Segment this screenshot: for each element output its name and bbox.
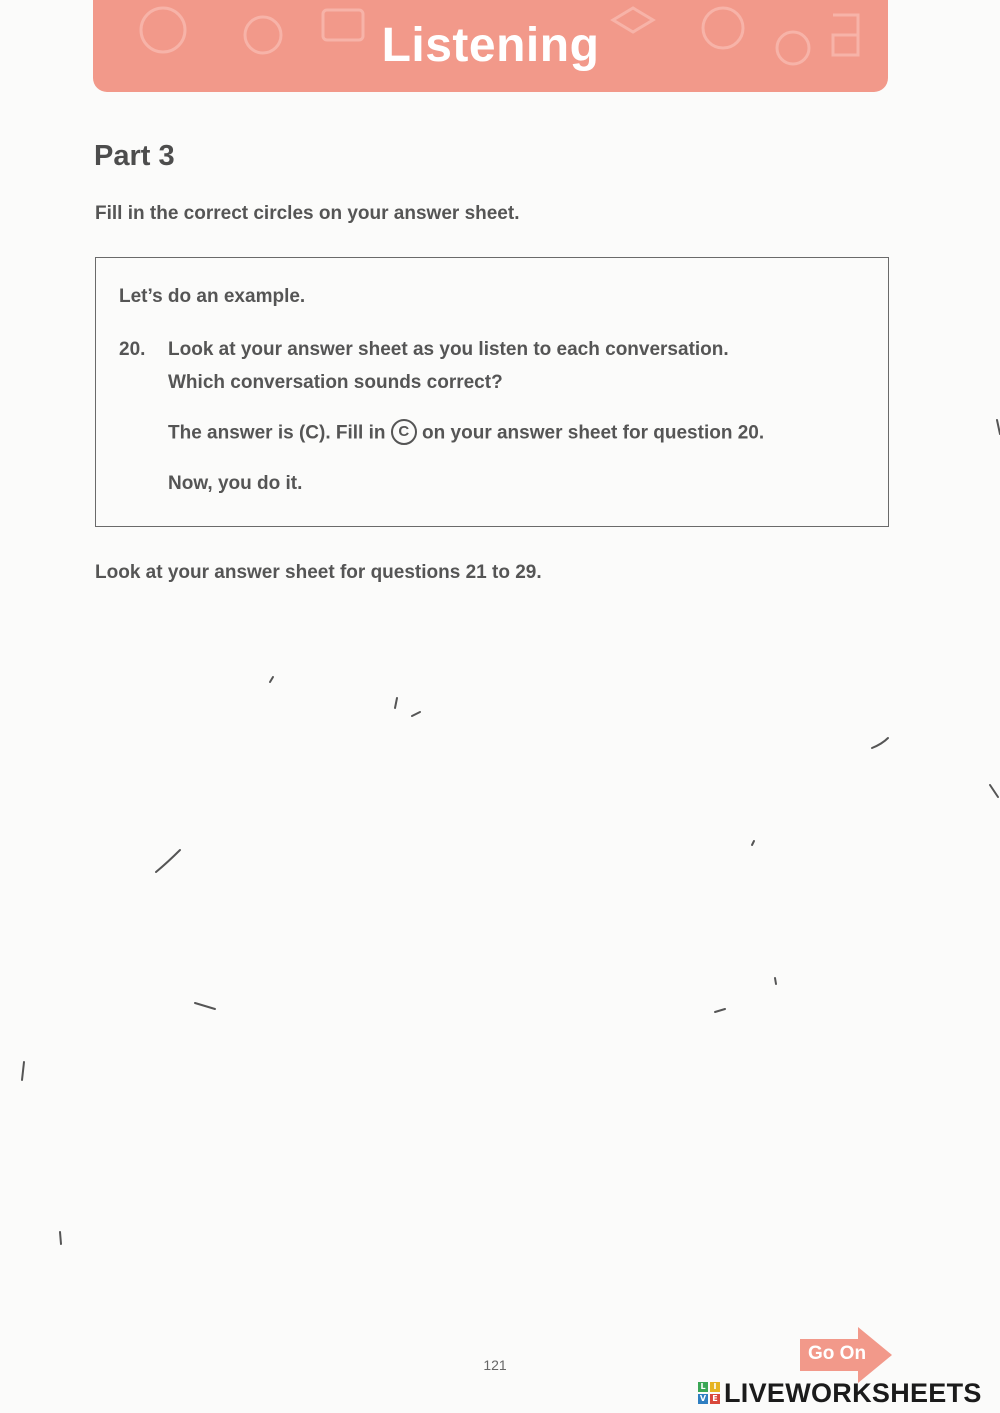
header-banner bbox=[93, 0, 888, 92]
page-title: Listening bbox=[381, 19, 600, 72]
brand-logo-letter: L bbox=[698, 1382, 708, 1392]
closing-line: Now, you do it. bbox=[168, 473, 303, 494]
go-on-arrow bbox=[800, 1327, 892, 1383]
brand-logo-icon bbox=[698, 1382, 720, 1404]
circled-c-icon: C bbox=[391, 419, 417, 445]
answer-line bbox=[168, 422, 764, 445]
part-heading: Part 3 bbox=[94, 140, 175, 172]
question-line-2: Which conversation sounds correct? bbox=[168, 372, 503, 393]
instruction-text: Fill in the correct circles on your answer sheet. bbox=[95, 203, 520, 224]
brand-logo-letter: I bbox=[710, 1382, 720, 1392]
question-line-1: Look at your answer sheet as you listen to each conversation. bbox=[168, 339, 729, 360]
brand-text: LIVEWORKSHEETS bbox=[724, 1377, 982, 1408]
example-box bbox=[95, 257, 889, 527]
question-number: 20. bbox=[119, 339, 146, 360]
page-number: 121 bbox=[483, 1357, 507, 1373]
answer-text-after: on your answer sheet for question 20. bbox=[422, 422, 765, 444]
go-on-label: Go On bbox=[808, 1343, 867, 1364]
brand-watermark bbox=[698, 1377, 982, 1409]
brand-logo-letter: E bbox=[710, 1394, 720, 1404]
answer-text-before: The answer is (C). Fill in bbox=[168, 422, 386, 444]
brand-logo-letter: V bbox=[699, 1394, 707, 1403]
look-instruction: Look at your answer sheet for questions 21 to 29. bbox=[95, 562, 542, 583]
example-intro: Let’s do an example. bbox=[119, 286, 306, 307]
